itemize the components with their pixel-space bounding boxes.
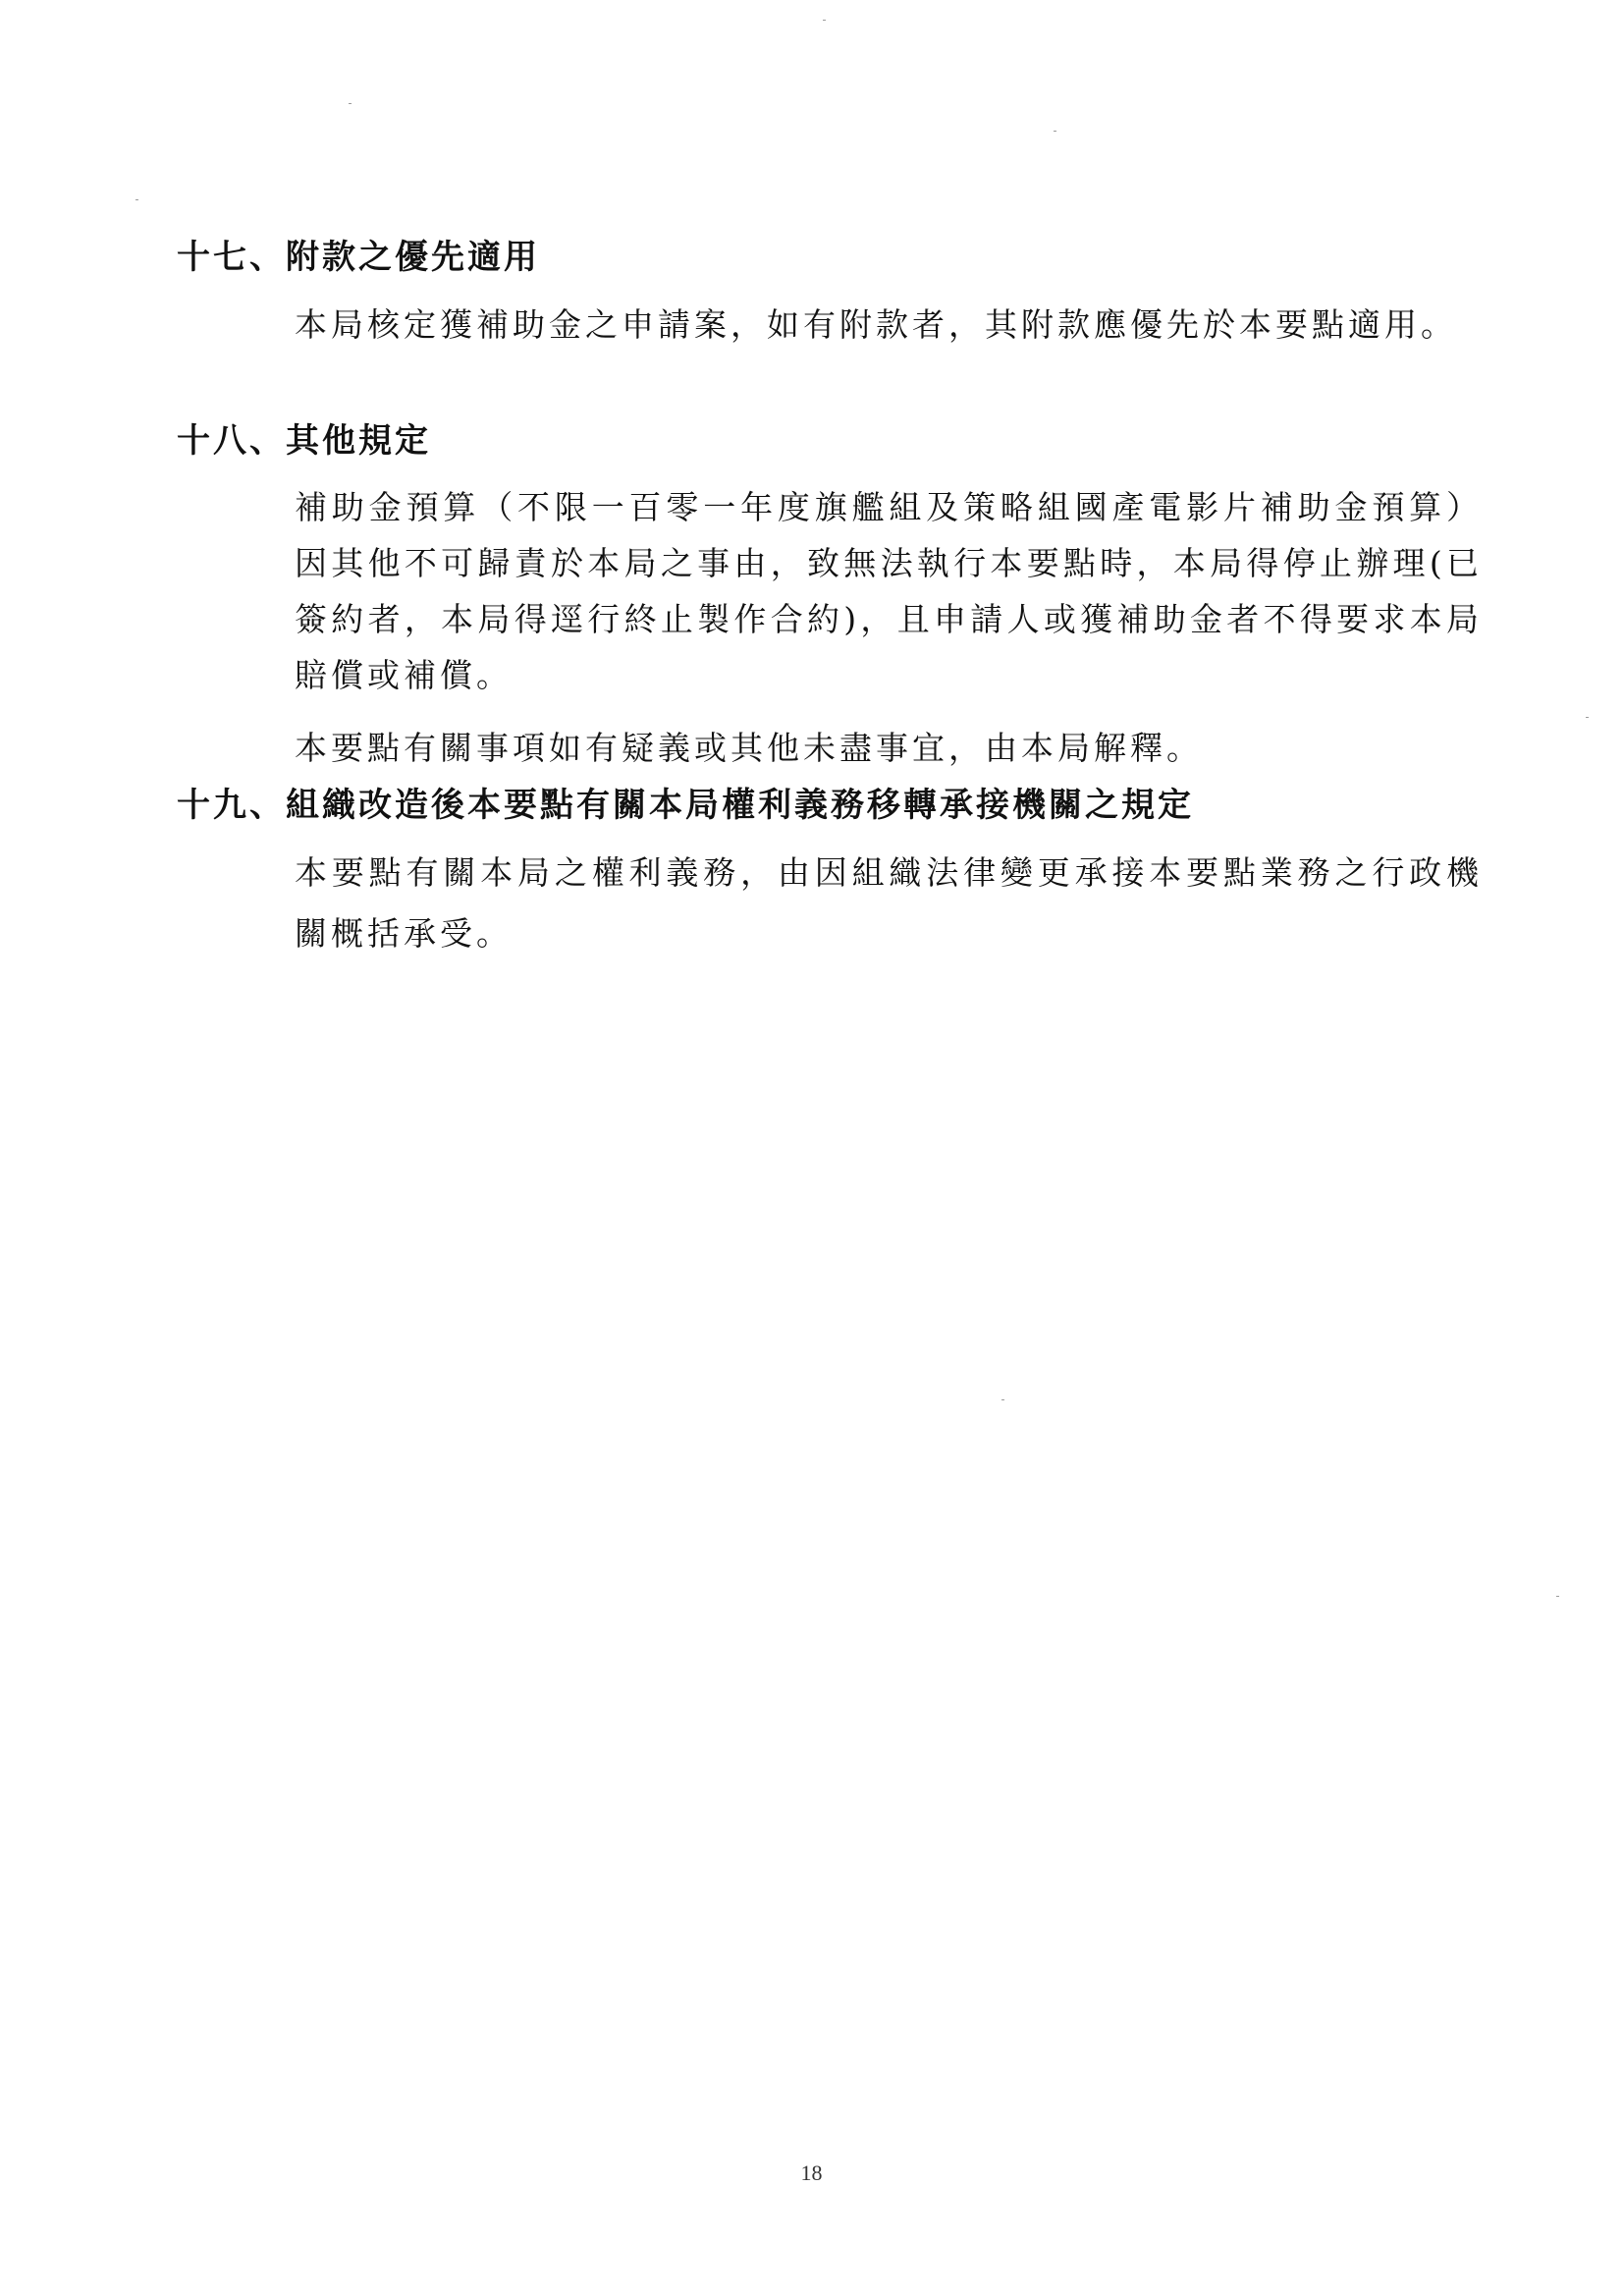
scan-speck <box>349 103 352 104</box>
scan-speck <box>1586 717 1589 718</box>
section-19-paragraph: 本要點有關本局之權利義務，由因組織法律變更承接本要點業務之行政機關概括承受。 <box>295 853 1483 953</box>
scan-speck <box>135 199 138 200</box>
section-19-heading: 十九、組織改造後本要點有關本局權利義務移轉承接機關之規定 <box>177 786 1194 825</box>
section-18-paragraph-1: 補助金預算（不限一百零一年度旗艦組及策略組國產電影片補助金預算）因其他不可歸責於本局之事由，致無法執行本要點時，本局得停止辦理(已簽約者，本局得逕行終止製作合約)，且申請人或獲補助金者不得要求本局賠償或補償。 <box>295 488 1483 694</box>
section-18-heading: 十八、其他規定 <box>177 421 431 461</box>
section-17-heading: 十七、附款之優先適用 <box>177 238 540 277</box>
scan-speck <box>1001 1399 1004 1400</box>
scan-speck <box>1054 131 1056 132</box>
section-17-paragraph: 本局核定獲補助金之申請案，如有附款者，其附款應優先於本要點適用。 <box>295 305 1457 344</box>
scan-speck <box>1556 1596 1559 1597</box>
section-18-paragraph-2: 本要點有關事項如有疑義或其他未盡事宜，由本局解釋。 <box>295 729 1203 767</box>
page-number: 18 <box>800 2160 823 2185</box>
scan-speck <box>823 20 826 21</box>
